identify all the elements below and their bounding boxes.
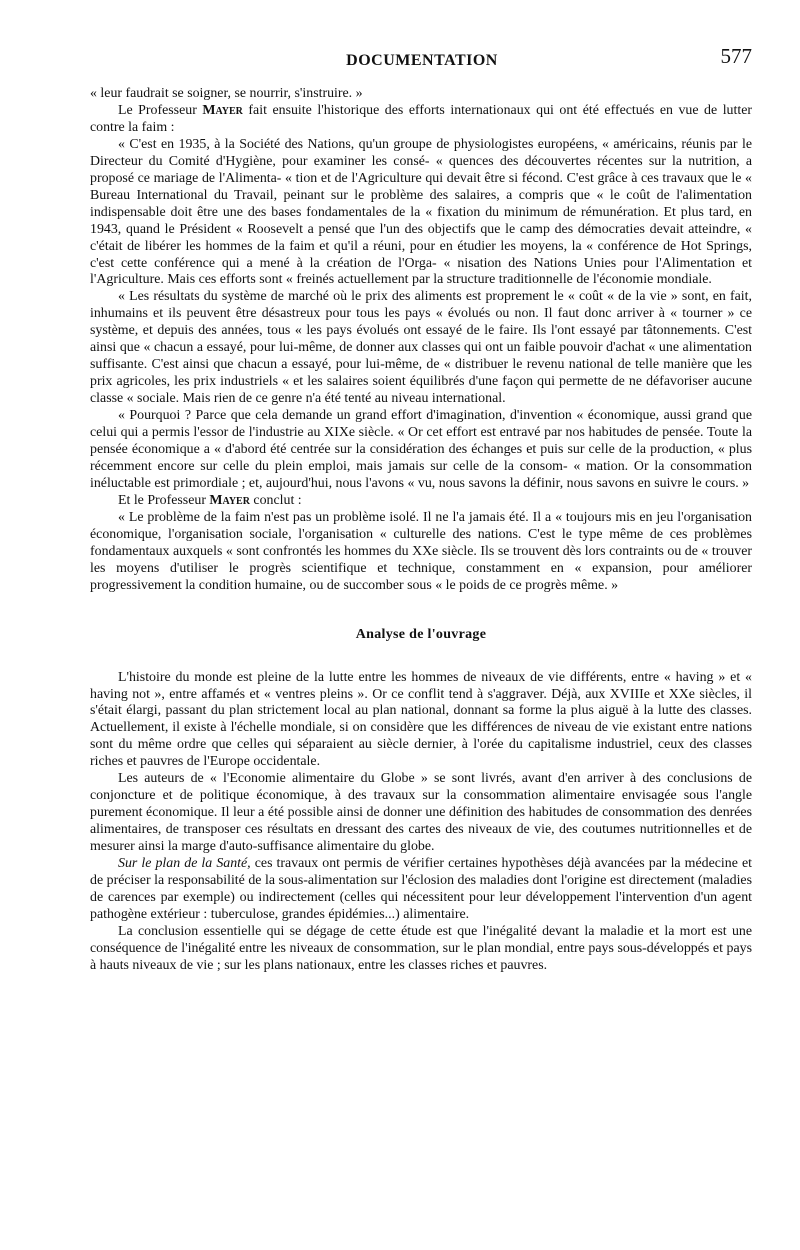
intro-text-b: fait ensuite l'historique des efforts internationaux qui ont été effectués en vue de lutter contre la faim : xyxy=(90,102,753,135)
quote-paragraph-history: « C'est en 1935, à la Société des Nations, qu'un groupe de physiologistes européens, « américains, réunis par le Directeur du Comité d'Hygiène, pour examiner les consé- « quences des découvertes récentes sur la nutrition, a proposé ce mariage de l'Alimenta- « tion et de l'Agriculture qui devait être si fécond. C'est grâce à ces travaux que le « Bureau International du Travail, peinant sur le problème des salaires, a compris que « le coût de l'alimentation indispensable doit être une des bases fondamentales de la « fixation du minimum de rémunération. Et plus tard, en 1943, quand le Président « Roosevelt a pensé que l'un des objectifs que le camp des démocraties devait atteindre, « c'était de libérer les hommes de la faim et qu'il a réuni, pour en étudier les moyens, la « conférence de Hot Springs, c'est cette conférence qui a mené à la création de l'Orga- « nisation des Nations Unies pour l'Alimentation et l'Agriculture. Mais ces efforts sont « freinés actuellement par la structure traditionnelle de l'économie mondiale. xyxy=(90,136,752,288)
conclusion-text-b: conclut : xyxy=(249,492,302,508)
paragraph-conclusion-intro xyxy=(90,493,752,510)
intro-text-a: Le Professeur xyxy=(118,102,203,118)
quote-paragraph-market: « Les résultats du système de marché où le prix des aliments est proprement le « coût « de la vie » sont, en fait, inhumains et ils peuvent être désastreux pour tous les pays « évolués ou non. Il faut donc arriver à « tourner » ce système, et depuis des années, tous « les pays évolués ont essayé de le faire. Ils l'ont essayé par tâtonnements. C'est ainsi que « chacun a essayé, pour lui-même, de donner aux classes qui ont un faible pouvoir d'achat « une alimentation suffisante. C'est ainsi que chacun a essayé, pour lui-même, de « distribuer le revenu national de telle manière que les prix agricoles, les prix industriels « et les salaires soient équilibrés d'une façon qui permette de ne défavoriser aucune classe « sociale. Mais rien de ce genre n'a été tenté au niveau international. xyxy=(90,289,752,407)
analysis-paragraph-3 xyxy=(90,856,752,924)
analysis-paragraph-1: L'histoire du monde est pleine de la lutte entre les hommes de niveaux de vie différents, entre « having » et « having not », entre affamés et « ventres pleins ». Or ce conflit tend à s'aggraver. Déjà, aux XVIIIe et XXe siècles, il s'était élargi, passant du plan strictement local au plan national, donnant sa forme la plus aiguë à la lutte des classes. Actuellement, il existe à l'échelle mondiale, si on considère que les différences de niveau de vie existant entre nations sont du même ordre que celles qui séparaient au siècle dernier, à l'orée du capitalisme industriel, ceux des classes riches et pauvres de l'Europe occidentale. xyxy=(90,669,752,770)
page-header xyxy=(92,44,752,78)
section-heading: Analyse de l'ouvrage xyxy=(355,626,487,642)
quote-line: « leur faudrait se soigner, se nourrir, s'instruire. » xyxy=(90,86,363,101)
italic-lead: Sur le plan de la Santé, xyxy=(118,856,251,872)
quote-paragraph-why: « Pourquoi ? Parce que cela demande un grand effort d'imagination, d'invention « économique, aussi grand que celui qui a permis l'essor de l'industrie au XIXe siècle. « Or cet effort est entravé par nos habitudes de pensée. Toute la pensée économique a « d'abord été centrée sur la considération des échanges et puis sur celle de la production, « plus récemment encore sur celle du plein emploi, mais jamais sur celle de la consom- « mation. Or la consommation inéluctable est primordiale ; et, aujourd'hui, nous l'avons « vu, nous savons la définir, nous savons en suivre le cours. » xyxy=(90,408,752,491)
paragraph-intro xyxy=(90,103,752,137)
page-number: 577 xyxy=(720,44,752,68)
analysis-paragraph-2: Les auteurs de « l'Economie alimentaire du Globe » se sont livrés, avant d'en arriver à des conclusions de conjoncture et de politique économique, à des travaux sur la consommation alimentaire envisagée sous l'angle purement économique. Il leur a été possible ainsi de donner une définition des habitudes de consommation des denrées alimentaires, de transposer ces résultats en dressant des cartes des niveaux de vie, des coutumes nutritionnelles et de mesurer ainsi la marge d'auto-suffisance alimentaire du globe. xyxy=(90,771,752,855)
author-name: Mayer xyxy=(202,102,243,118)
conclusion-text-a: Et le Professeur xyxy=(118,492,210,508)
body-text xyxy=(90,86,752,975)
quote-paragraph-conclusion: « Le problème de la faim n'est pas un problème isolé. Il ne l'a jamais été. Il a « toujours mis en jeu l'organisation économique, l'organisation sociale, l'organisation « culturelle des nations. C'est le type même de ces problèmes fondamentaux auxquels « sont confrontés les hommes du XXe siècle. Ils se trouvent dès lors contraints ou de « trouver les moyens d'utiliser le progrès scientifique et technique, constamment en « expansion, pour améliorer progressivement la condition humaine, ou de succomber sous « le poids de ce progrès même. » xyxy=(90,509,752,593)
author-name-2: Mayer xyxy=(209,492,250,508)
running-title: DOCUMENTATION xyxy=(346,52,498,69)
analysis-paragraph-4: La conclusion essentielle qui se dégage de cette étude est que l'inégalité devant la maladie et la mort est une conséquence de l'inégalité entre les niveaux de consommation, sur le plan mondial, entre pays sous-développés et pays à hauts niveaux de vie ; sur les plans nationaux, entre les classes riches et pauvres. xyxy=(90,923,752,973)
analysis-paragraph-3-text: ces travaux ont permis de vérifier certaines hypothèses déjà avancées par la médecine et de préciser la responsabilité de la sous-alimentation sur l'éclosion des maladies dont l'origine est directement (maladies de carences par exemple) ou indirectement (celles qui nécessitent pour leur développement l'intervention d'un agent pathogène extérieur : tuberculose, grandes épidémies...) alimentaire. xyxy=(90,856,752,922)
